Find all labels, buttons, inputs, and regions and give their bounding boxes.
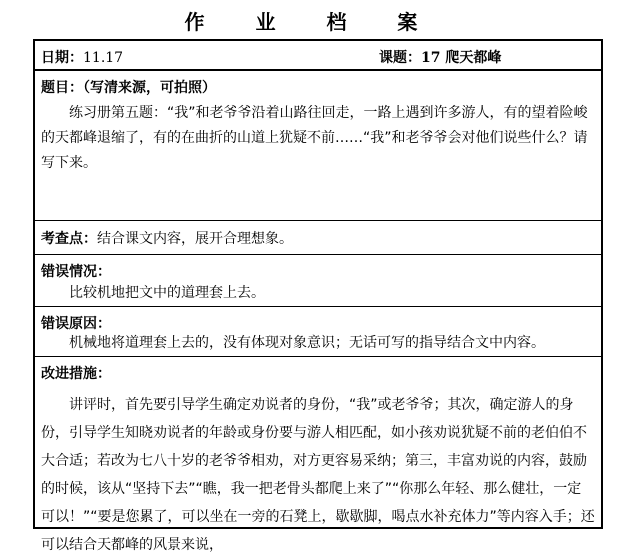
exam-point-label: 考查点： xyxy=(41,231,97,247)
header-row xyxy=(35,41,601,71)
exam-point-section xyxy=(35,221,601,255)
date-value: 11.17 xyxy=(83,50,124,66)
question-body: 练习册第五题：“我”和老爷爷沿着山路往回走，一路上遇到许多游人，有的望着险峻的天都峰退缩了，有的在曲折的山道上犹疑不前……“我”和老爷爷会对他们说些什么？请写下来。 xyxy=(41,105,588,171)
error-reason-section xyxy=(35,307,601,357)
error-situation-label: 错误情况： xyxy=(41,264,111,280)
date-label: 日期： xyxy=(41,50,83,66)
page-title: 作 业 档 案 xyxy=(184,10,440,34)
question-header xyxy=(41,77,216,97)
error-situation-section xyxy=(35,255,601,307)
date-field xyxy=(41,47,123,67)
error-situation-body: 比较机地把文中的道理套上去。 xyxy=(69,285,265,301)
question-label: 题目： xyxy=(41,80,83,96)
improvement-body: 讲评时，首先要引导学生确定劝说者的身份，“我”或老爷爷；其次，确定游人的身份，引导学生知晓劝说者的年龄或身份要与游人相匹配，如小孩劝说犹疑不前的老伯伯不大合适；若改为七八十岁的老爷爷相劝，对方更容易采纳；第三，丰富劝说的内容，鼓励的时候，该从“坚持下去”“瞧，我一把老骨头都爬上来了”“你那么年轻、那么健壮，一定可以！”“要是您累了，可以坐在一旁的石凳上，歇歇脚，喝点水补充体力”等内容入手；还可以结合天都峰的风景来说， xyxy=(41,397,595,553)
error-reason-body: 机械地将道理套上去的，没有体现对象意识；无话可写的指导结合文中内容。 xyxy=(69,335,545,351)
homework-record-table xyxy=(33,39,603,553)
exam-point-body: 结合课文内容，展开合理想象。 xyxy=(97,231,293,247)
topic-value: 17 爬天都峰 xyxy=(421,50,502,66)
improvement-section xyxy=(35,357,601,553)
exam-point-line xyxy=(41,228,293,248)
topic-field xyxy=(379,47,501,67)
topic-label: 课题： xyxy=(379,50,421,66)
improvement-label: 改进措施： xyxy=(41,366,111,382)
question-section xyxy=(35,71,601,221)
question-note: （写清来源，可拍照） xyxy=(83,80,216,96)
error-reason-label: 错误原因： xyxy=(41,316,111,332)
